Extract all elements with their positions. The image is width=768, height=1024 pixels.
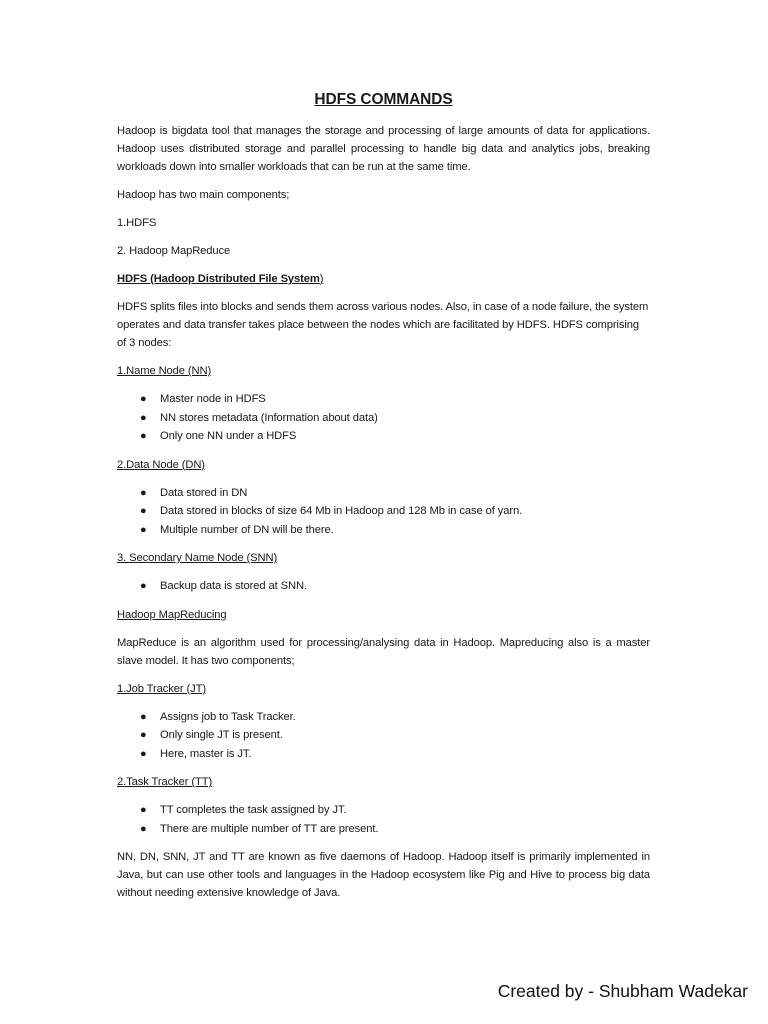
list-item: ● Data stored in blocks of size 64 Mb in Hadoop and 128 Mb in case of yarn. <box>160 502 650 521</box>
list-item: ● Multiple number of DN will be there. <box>160 521 650 540</box>
bullet-icon: ● <box>140 486 147 499</box>
document-body <box>117 89 650 912</box>
list-item: ● There are multiple number of TT are present. <box>160 820 650 839</box>
mapreduce-paragraph: MapReduce is an algorithm used for processing/analysing data in Hadoop. Mapreducing also is a master slave model. It has two components; <box>117 636 650 667</box>
closing-paragraph: NN, DN, SNN, JT and TT are known as five daemons of Hadoop. Hadoop itself is primarily implemented in Java, but can use other tools and languages in the Hadoop ecosystem like Pig and Hive to process big data without needing extensive knowledge of Java. <box>117 851 650 899</box>
bullet-icon: ● <box>140 580 147 592</box>
secondary-name-node-heading: 3. Secondary Name Node (SNN) <box>117 552 278 564</box>
hdfs-section-heading <box>117 270 650 288</box>
bullet-icon: ● <box>140 430 147 442</box>
name-node-heading: 1.Name Node (NN) <box>117 365 212 377</box>
bullet-icon: ● <box>140 729 147 741</box>
components-intro: Hadoop has two main components; <box>117 189 290 201</box>
list-item: ● Assigns job to Task Tracker. <box>160 708 650 727</box>
component-hdfs: 1.HDFS <box>117 217 157 229</box>
bullet-icon: ● <box>140 822 147 835</box>
bullet-icon: ● <box>140 804 147 816</box>
job-tracker-list <box>117 708 650 764</box>
component-mapreduce: 2. Hadoop MapReduce <box>117 245 231 257</box>
hdfs-paragraph: HDFS splits files into blocks and sends them across various nodes. Also, in case of a node failure, the system operates and data transfer takes place between the nodes which are facilitated by HDFS. HDFS comprising of 3 nodes: <box>117 301 649 349</box>
bullet-icon: ● <box>140 710 147 723</box>
secondary-name-node-list <box>117 577 650 596</box>
data-node-heading: 2.Data Node (DN) <box>117 458 205 471</box>
task-tracker-list <box>117 801 650 838</box>
list-item: ● Only one NN under a HDFS <box>160 427 650 446</box>
job-tracker-heading: 1.Job Tracker (JT) <box>117 682 206 695</box>
author-credit: Created by - Shubham Wadekar <box>497 981 748 1001</box>
list-item: ● Backup data is stored at SNN. <box>160 577 650 596</box>
list-item: ● TT completes the task assigned by JT. <box>160 801 650 820</box>
name-node-list <box>117 390 650 446</box>
list-item: ● Data stored in DN <box>160 484 650 503</box>
hdfs-heading-text: HDFS (Hadoop Distributed File System <box>117 273 320 285</box>
bullet-icon: ● <box>140 393 147 405</box>
hdfs-heading-paren: ) <box>319 273 324 285</box>
bullet-icon: ● <box>140 747 147 760</box>
intro-paragraph: Hadoop is bigdata tool that manages the storage and processing of large amounts of data for applications. Hadoop uses distributed storage and parallel processing to handle big data and analytics jobs, breaking workloads down into smaller workloads that can be run at the same time. <box>117 125 650 173</box>
list-item: ● NN stores metadata (Information about data) <box>160 409 650 428</box>
page-title: HDFS COMMANDS <box>314 91 453 108</box>
list-item: ● Master node in HDFS <box>160 390 650 409</box>
bullet-icon: ● <box>140 505 147 517</box>
mapreduce-heading: Hadoop MapReducing <box>117 608 227 621</box>
list-item: ● Only single JT is present. <box>160 726 650 745</box>
bullet-icon: ● <box>140 523 147 536</box>
bullet-icon: ● <box>140 411 147 424</box>
list-item: ● Here, master is JT. <box>160 745 650 764</box>
task-tracker-heading: 2.Task Tracker (TT) <box>117 776 213 788</box>
data-node-list <box>117 484 650 540</box>
